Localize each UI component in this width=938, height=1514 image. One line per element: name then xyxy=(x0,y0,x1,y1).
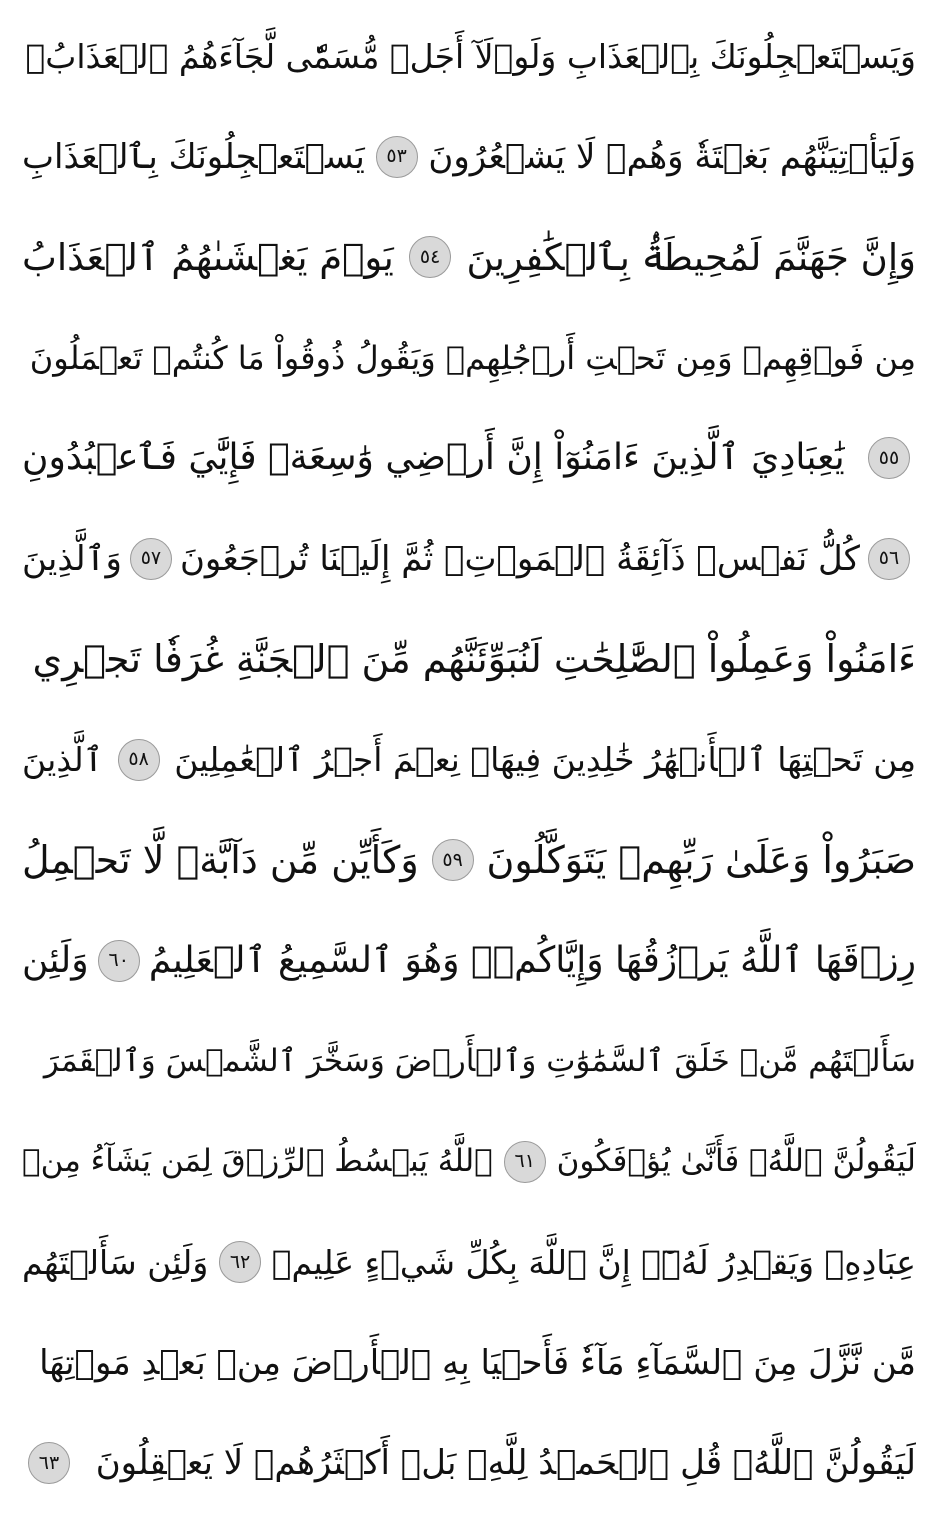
verse-text: لَيَقُولُنَّ ٱللَّهُۚ قُلِ ٱلۡحَمۡدُ لِلَّهِۚ بَلۡ أَكۡثَرُهُمۡ لَا يَعۡقِلُونَ xyxy=(95,1443,916,1484)
ayah-number-marker: ٦٢ xyxy=(219,1241,261,1283)
verse-text: وَٱلَّذِينَ xyxy=(22,538,122,579)
verse-line xyxy=(22,810,916,911)
verse-text: وَإِنَّ جَهَنَّمَ لَمُحِيطَةُۢ بِٱلۡكَٰفِرِينَ xyxy=(466,235,916,279)
verse-text: مِن فَوۡقِهِمۡ وَمِن تَحۡتِ أَرۡجُلِهِمۡ وَيَقُولُ ذُوقُواْ مَا كُنتُمۡ تَعۡمَلُونَ xyxy=(29,338,916,377)
verse-line xyxy=(22,710,916,811)
verse-text: وَلَيَأۡتِيَنَّهُم بَغۡتَةٗ وَهُمۡ لَا يَشۡعُرُونَ xyxy=(428,136,916,177)
verse-line xyxy=(22,509,916,610)
verse-text: ءَامَنُواْ وَعَمِلُواْ ٱلصَّٰلِحَٰتِ لَنُبَوِّئَنَّهُم مِّنَ ٱلۡجَنَّةِ غُرَفٗا تَجۡرِي xyxy=(32,637,916,682)
verse-line xyxy=(22,308,916,409)
ayah-number-marker: ٥٨ xyxy=(118,739,160,781)
ayah-number-marker: ٥٧ xyxy=(130,538,172,580)
ayah-number-marker: ٥٦ xyxy=(868,538,910,580)
verse-line xyxy=(22,6,916,107)
verse-line xyxy=(22,1313,916,1414)
verse-text: ٱلَّذِينَ xyxy=(22,740,104,780)
verse-text: سَأَلۡتَهُم مَّنۡ خَلَقَ ٱلسَّمَٰوَٰتِ وَٱلۡأَرۡضَ وَسَخَّرَ ٱلشَّمۡسَ وَٱلۡقَمَرَ xyxy=(43,1042,916,1079)
verse-text: مِن تَحۡتِهَا ٱلۡأَنۡهَٰرُ خَٰلِدِينَ فِيهَاۚ نِعۡمَ أَجۡرُ ٱلۡعَٰمِلِينَ xyxy=(174,740,916,780)
verse-text: وَلَئِن سَأَلۡتَهُم xyxy=(22,1242,209,1282)
verse-line xyxy=(22,1212,916,1313)
verse-text: كُلُّ نَفۡسٖ ذَآئِقَةُ ٱلۡمَوۡتِۖ ثُمَّ إِلَيۡنَا تُرۡجَعُونَ xyxy=(179,538,860,579)
ayah-number-marker: ٦١ xyxy=(504,1141,546,1183)
verse-line xyxy=(22,1413,916,1514)
verse-text: يَوۡمَ يَغۡشَىٰهُمُ ٱلۡعَذَابُ xyxy=(22,235,394,279)
ayah-number-marker: ٥٤ xyxy=(409,236,451,278)
verse-line xyxy=(22,1112,916,1213)
verse-text: لَيَقُولُنَّ ٱللَّهُۖ فَأَنَّىٰ يُؤۡفَكُونَ xyxy=(556,1143,916,1180)
verse-text: وَيَسۡتَعۡجِلُونَكَ بِٱلۡعَذَابِ وَلَوۡلَآ أَجَلٞ مُّسَمّٗى لَّجَآءَهُمُ ٱلۡعَذَابُۚ xyxy=(25,36,916,76)
verse-text: صَبَرُواْ وَعَلَىٰ رَبِّهِمۡ يَتَوَكَّلُونَ xyxy=(486,838,916,883)
verse-text: عِبَادِهِۦ وَيَقۡدِرُ لَهُۥٓۚ إِنَّ ٱللَّهَ بِكُلِّ شَيۡءٍ عَلِيمٞ xyxy=(271,1242,916,1282)
verse-line xyxy=(22,1011,916,1112)
ayah-number-marker: ٥٥ xyxy=(868,437,910,479)
verse-text: وَلَئِن xyxy=(22,939,89,981)
verse-text: مَّن نَّزَّلَ مِنَ ٱلسَّمَآءِ مَآءٗ فَأَحۡيَا بِهِ ٱلۡأَرۡضَ مِنۢ بَعۡدِ مَوۡتِهَا xyxy=(39,1342,916,1383)
verse-line xyxy=(22,609,916,710)
verse-line xyxy=(22,408,916,509)
verse-line xyxy=(22,107,916,208)
verse-text: وَكَأَيِّن مِّن دَآبَّةٖ لَّا تَحۡمِلُ xyxy=(22,838,419,883)
ayah-number-marker: ٥٣ xyxy=(376,136,418,178)
ayah-number-marker: ٥٩ xyxy=(432,839,474,881)
ayah-number-marker: ٦٣ xyxy=(28,1442,70,1484)
verse-line xyxy=(22,911,916,1012)
verse-text: رِزۡقَهَا ٱللَّهُ يَرۡزُقُهَا وَإِيَّاكُمۡۚ وَهُوَ ٱلسَّمِيعُ ٱلۡعَلِيمُ xyxy=(148,939,916,981)
verse-text: ٱللَّهُ يَبۡسُطُ ٱلرِّزۡقَ لِمَن يَشَآءُ مِنۡ xyxy=(22,1143,493,1180)
verse-text: يَٰعِبَادِيَ ٱلَّذِينَ ءَامَنُوٓاْ إِنَّ أَرۡضِي وَٰسِعَةٞ فَإِيَّٰيَ فَٱعۡبُدُونِ xyxy=(22,437,845,479)
ayah-number-marker: ٦٠ xyxy=(98,940,140,982)
verse-line xyxy=(22,207,916,308)
verse-text: يَسۡتَعۡجِلُونَكَ بِٱلۡعَذَابِ xyxy=(22,136,365,177)
